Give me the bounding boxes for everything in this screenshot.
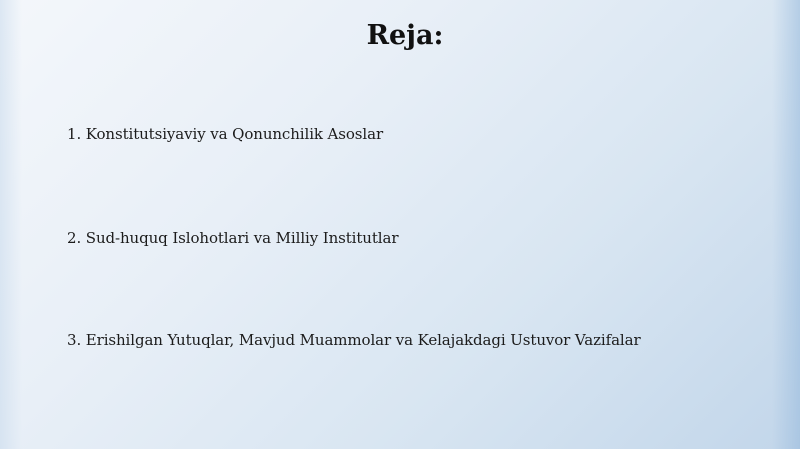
slide-right-edge-shade <box>772 0 800 449</box>
plan-item-3: 3. Erishilgan Yutuqlar, Mavjud Muammolar va Kelajakdagi Ustuvor Vazifalar <box>67 331 641 349</box>
plan-item-2: 2. Sud-huquq Islohotlari va Milliy Institutlar <box>67 229 399 247</box>
plan-item-1: 1. Konstitutsiyaviy va Qonunchilik Asoslar <box>67 125 384 143</box>
slide-title: Reja: <box>366 20 444 51</box>
slide-left-edge-shade <box>0 0 22 449</box>
